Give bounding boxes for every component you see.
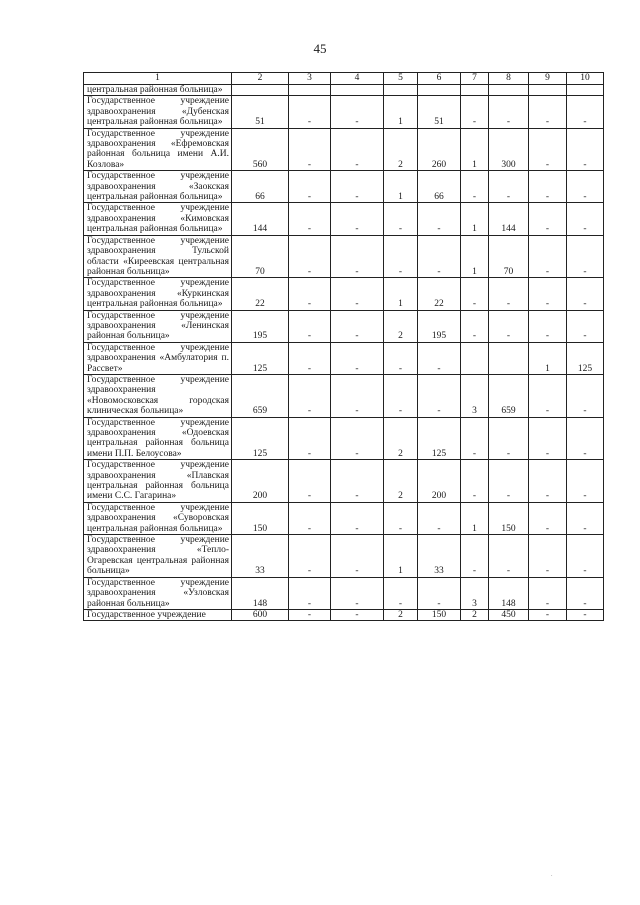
value-cell: - [384, 203, 418, 235]
value-cell: - [567, 374, 604, 417]
value-cell: - [529, 577, 567, 609]
value-cell: 3 [461, 577, 489, 609]
value-cell: 1 [461, 203, 489, 235]
value-cell: - [461, 278, 489, 310]
value-cell: - [384, 502, 418, 534]
value-cell: 2 [384, 417, 418, 460]
value-cell: 33 [232, 535, 289, 578]
column-header: 10 [567, 73, 604, 85]
value-cell: - [489, 460, 529, 503]
value-cell: - [461, 417, 489, 460]
value-cell: - [331, 374, 384, 417]
value-cell: - [418, 203, 461, 235]
value-cell: 1 [461, 128, 489, 171]
table-row [84, 85, 604, 96]
column-header: 8 [489, 73, 529, 85]
value-cell: 125 [232, 417, 289, 460]
value-cell: - [289, 342, 331, 374]
value-cell: 66 [232, 171, 289, 203]
value-cell: 600 [232, 609, 289, 620]
value-cell: - [529, 374, 567, 417]
value-cell: - [461, 310, 489, 342]
value-cell: - [529, 278, 567, 310]
value-cell: 450 [489, 609, 529, 620]
institution-name-cell: Государственное учреждение здравоохранения «Тепло-Огаревская центральная районная больница» [84, 535, 232, 578]
value-cell: - [384, 577, 418, 609]
value-cell: - [331, 577, 384, 609]
value-cell: - [289, 460, 331, 503]
value-cell: - [529, 235, 567, 278]
column-header: 2 [232, 73, 289, 85]
value-cell [418, 85, 461, 96]
value-cell: 2 [384, 128, 418, 171]
value-cell: - [461, 96, 489, 128]
table-row [84, 374, 604, 417]
value-cell: 70 [232, 235, 289, 278]
value-cell: - [418, 342, 461, 374]
value-cell: 200 [418, 460, 461, 503]
value-cell: 2 [384, 609, 418, 620]
value-cell: - [331, 203, 384, 235]
value-cell: - [529, 310, 567, 342]
value-cell: 1 [384, 171, 418, 203]
table-row [84, 278, 604, 310]
value-cell: - [289, 235, 331, 278]
value-cell [489, 85, 529, 96]
value-cell: - [489, 535, 529, 578]
value-cell: - [567, 417, 604, 460]
institution-name-cell: Государственное учреждение здравоохранения «Ефремовская районная больница имени А.И. Козлова» [84, 128, 232, 171]
column-header: 7 [461, 73, 489, 85]
value-cell: - [489, 96, 529, 128]
value-cell: - [331, 535, 384, 578]
value-cell: - [418, 577, 461, 609]
table-row [84, 235, 604, 278]
value-cell: - [461, 460, 489, 503]
institution-name-cell: Государственное учреждение здравоохранения «Кимовская центральная районная больница» [84, 203, 232, 235]
value-cell: - [461, 535, 489, 578]
value-cell: - [331, 609, 384, 620]
value-cell: 125 [232, 342, 289, 374]
value-cell: - [384, 374, 418, 417]
value-cell: - [331, 171, 384, 203]
value-cell: - [567, 235, 604, 278]
institution-name-cell: Государственное учреждение здравоохранения «Новомосковская городская клиническая больница» [84, 374, 232, 417]
column-header: 5 [384, 73, 418, 85]
allocation-table [83, 72, 604, 621]
value-cell: 150 [489, 502, 529, 534]
value-cell: - [567, 310, 604, 342]
value-cell: - [529, 417, 567, 460]
value-cell: - [289, 96, 331, 128]
value-cell: - [289, 417, 331, 460]
table-row [84, 535, 604, 578]
table-row [84, 96, 604, 128]
value-cell: 33 [418, 535, 461, 578]
value-cell [232, 85, 289, 96]
value-cell: - [418, 235, 461, 278]
table-header-row [84, 73, 604, 85]
value-cell: - [567, 96, 604, 128]
value-cell: - [331, 96, 384, 128]
column-header: 9 [529, 73, 567, 85]
table-row [84, 128, 604, 171]
value-cell: 1 [529, 342, 567, 374]
value-cell [461, 342, 489, 374]
value-cell: - [567, 460, 604, 503]
value-cell: 659 [489, 374, 529, 417]
value-cell: - [567, 128, 604, 171]
value-cell: 144 [489, 203, 529, 235]
value-cell [331, 85, 384, 96]
value-cell: 1 [384, 535, 418, 578]
value-cell: - [529, 203, 567, 235]
value-cell: - [567, 577, 604, 609]
institution-name-cell: Государственное учреждение здравоохранения «Узловская районная больница» [84, 577, 232, 609]
value-cell: - [489, 278, 529, 310]
value-cell: - [289, 128, 331, 171]
value-cell: - [567, 535, 604, 578]
value-cell: - [529, 171, 567, 203]
value-cell: - [384, 342, 418, 374]
institution-name-cell: Государственное учреждение здравоохранения «Плавская центральная районная больница имени С.С. Гагарина» [84, 460, 232, 503]
value-cell: 1 [384, 278, 418, 310]
institution-name-cell: Государственное учреждение здравоохранения «Заокская центральная районная больница» [84, 171, 232, 203]
value-cell: - [529, 502, 567, 534]
value-cell: - [567, 609, 604, 620]
value-cell: - [289, 203, 331, 235]
value-cell: 51 [418, 96, 461, 128]
value-cell: 150 [232, 502, 289, 534]
table-row [84, 171, 604, 203]
value-cell: 125 [418, 417, 461, 460]
value-cell: 22 [232, 278, 289, 310]
value-cell: 3 [461, 374, 489, 417]
value-cell: - [331, 128, 384, 171]
value-cell: - [289, 278, 331, 310]
value-cell: - [289, 535, 331, 578]
table-row [84, 203, 604, 235]
value-cell: - [529, 535, 567, 578]
value-cell: 148 [489, 577, 529, 609]
value-cell: - [384, 235, 418, 278]
value-cell: - [331, 310, 384, 342]
value-cell: 195 [232, 310, 289, 342]
value-cell: 144 [232, 203, 289, 235]
value-cell: - [289, 310, 331, 342]
value-cell: - [529, 609, 567, 620]
value-cell: - [418, 374, 461, 417]
value-cell: 150 [418, 609, 461, 620]
value-cell: - [289, 374, 331, 417]
value-cell: - [489, 171, 529, 203]
table-body [84, 73, 604, 621]
value-cell: - [289, 577, 331, 609]
institution-name-cell: центральная районная больница» [84, 85, 232, 96]
institution-name-cell: Государственное учреждение здравоохранения «Суворовская центральная районная больница» [84, 502, 232, 534]
column-header: 1 [84, 73, 232, 85]
value-cell: 1 [384, 96, 418, 128]
value-cell: 300 [489, 128, 529, 171]
value-cell: - [461, 171, 489, 203]
value-cell: 148 [232, 577, 289, 609]
value-cell: 51 [232, 96, 289, 128]
table-row [84, 417, 604, 460]
value-cell: 125 [567, 342, 604, 374]
value-cell: 1 [461, 235, 489, 278]
value-cell: - [331, 235, 384, 278]
value-cell: - [567, 502, 604, 534]
value-cell: 2 [461, 609, 489, 620]
value-cell: 1 [461, 502, 489, 534]
value-cell: - [567, 278, 604, 310]
column-header: 4 [331, 73, 384, 85]
value-cell: 195 [418, 310, 461, 342]
value-cell: 260 [418, 128, 461, 171]
value-cell: - [331, 278, 384, 310]
value-cell: - [529, 96, 567, 128]
value-cell: 66 [418, 171, 461, 203]
institution-name-cell: Государственное учреждение здравоохранения «Дубенская центральная районная больница» [84, 96, 232, 128]
value-cell: 22 [418, 278, 461, 310]
footer-mark: . [551, 872, 553, 878]
value-cell: - [489, 310, 529, 342]
value-cell [567, 85, 604, 96]
value-cell [461, 85, 489, 96]
institution-name-cell: Государственное учреждение здравоохранения «Амбулатория п. Рассвет» [84, 342, 232, 374]
value-cell: 200 [232, 460, 289, 503]
value-cell: 659 [232, 374, 289, 417]
value-cell [384, 85, 418, 96]
value-cell: - [289, 171, 331, 203]
value-cell: - [331, 502, 384, 534]
column-header: 6 [418, 73, 461, 85]
value-cell: - [331, 342, 384, 374]
table-row [84, 342, 604, 374]
institution-name-cell: Государственное учреждение [84, 609, 232, 620]
value-cell: - [489, 417, 529, 460]
table-row [84, 310, 604, 342]
value-cell: - [331, 417, 384, 460]
column-header: 3 [289, 73, 331, 85]
value-cell: 2 [384, 460, 418, 503]
value-cell: - [418, 502, 461, 534]
value-cell: 560 [232, 128, 289, 171]
value-cell [529, 85, 567, 96]
value-cell: 70 [489, 235, 529, 278]
value-cell: - [289, 502, 331, 534]
value-cell: - [529, 460, 567, 503]
value-cell: - [331, 460, 384, 503]
value-cell [289, 85, 331, 96]
institution-name-cell: Государственное учреждение здравоохранения «Ленинская районная больница» [84, 310, 232, 342]
value-cell [489, 342, 529, 374]
institution-name-cell: Государственное учреждение здравоохранения «Куркинская центральная районная больница» [84, 278, 232, 310]
value-cell: - [289, 609, 331, 620]
value-cell: - [529, 128, 567, 171]
table-row [84, 502, 604, 534]
value-cell: 2 [384, 310, 418, 342]
value-cell: - [567, 203, 604, 235]
table-row [84, 577, 604, 609]
page-number: 45 [313, 41, 327, 56]
institution-name-cell: Государственное учреждение здравоохранения Тульской области «Киреевская центральная районная больница» [84, 235, 232, 278]
table-row [84, 460, 604, 503]
value-cell: - [567, 171, 604, 203]
institution-name-cell: Государственное учреждение здравоохранения «Одоевская центральная районная больница имени П.П. Белоусова» [84, 417, 232, 460]
table-row [84, 609, 604, 620]
